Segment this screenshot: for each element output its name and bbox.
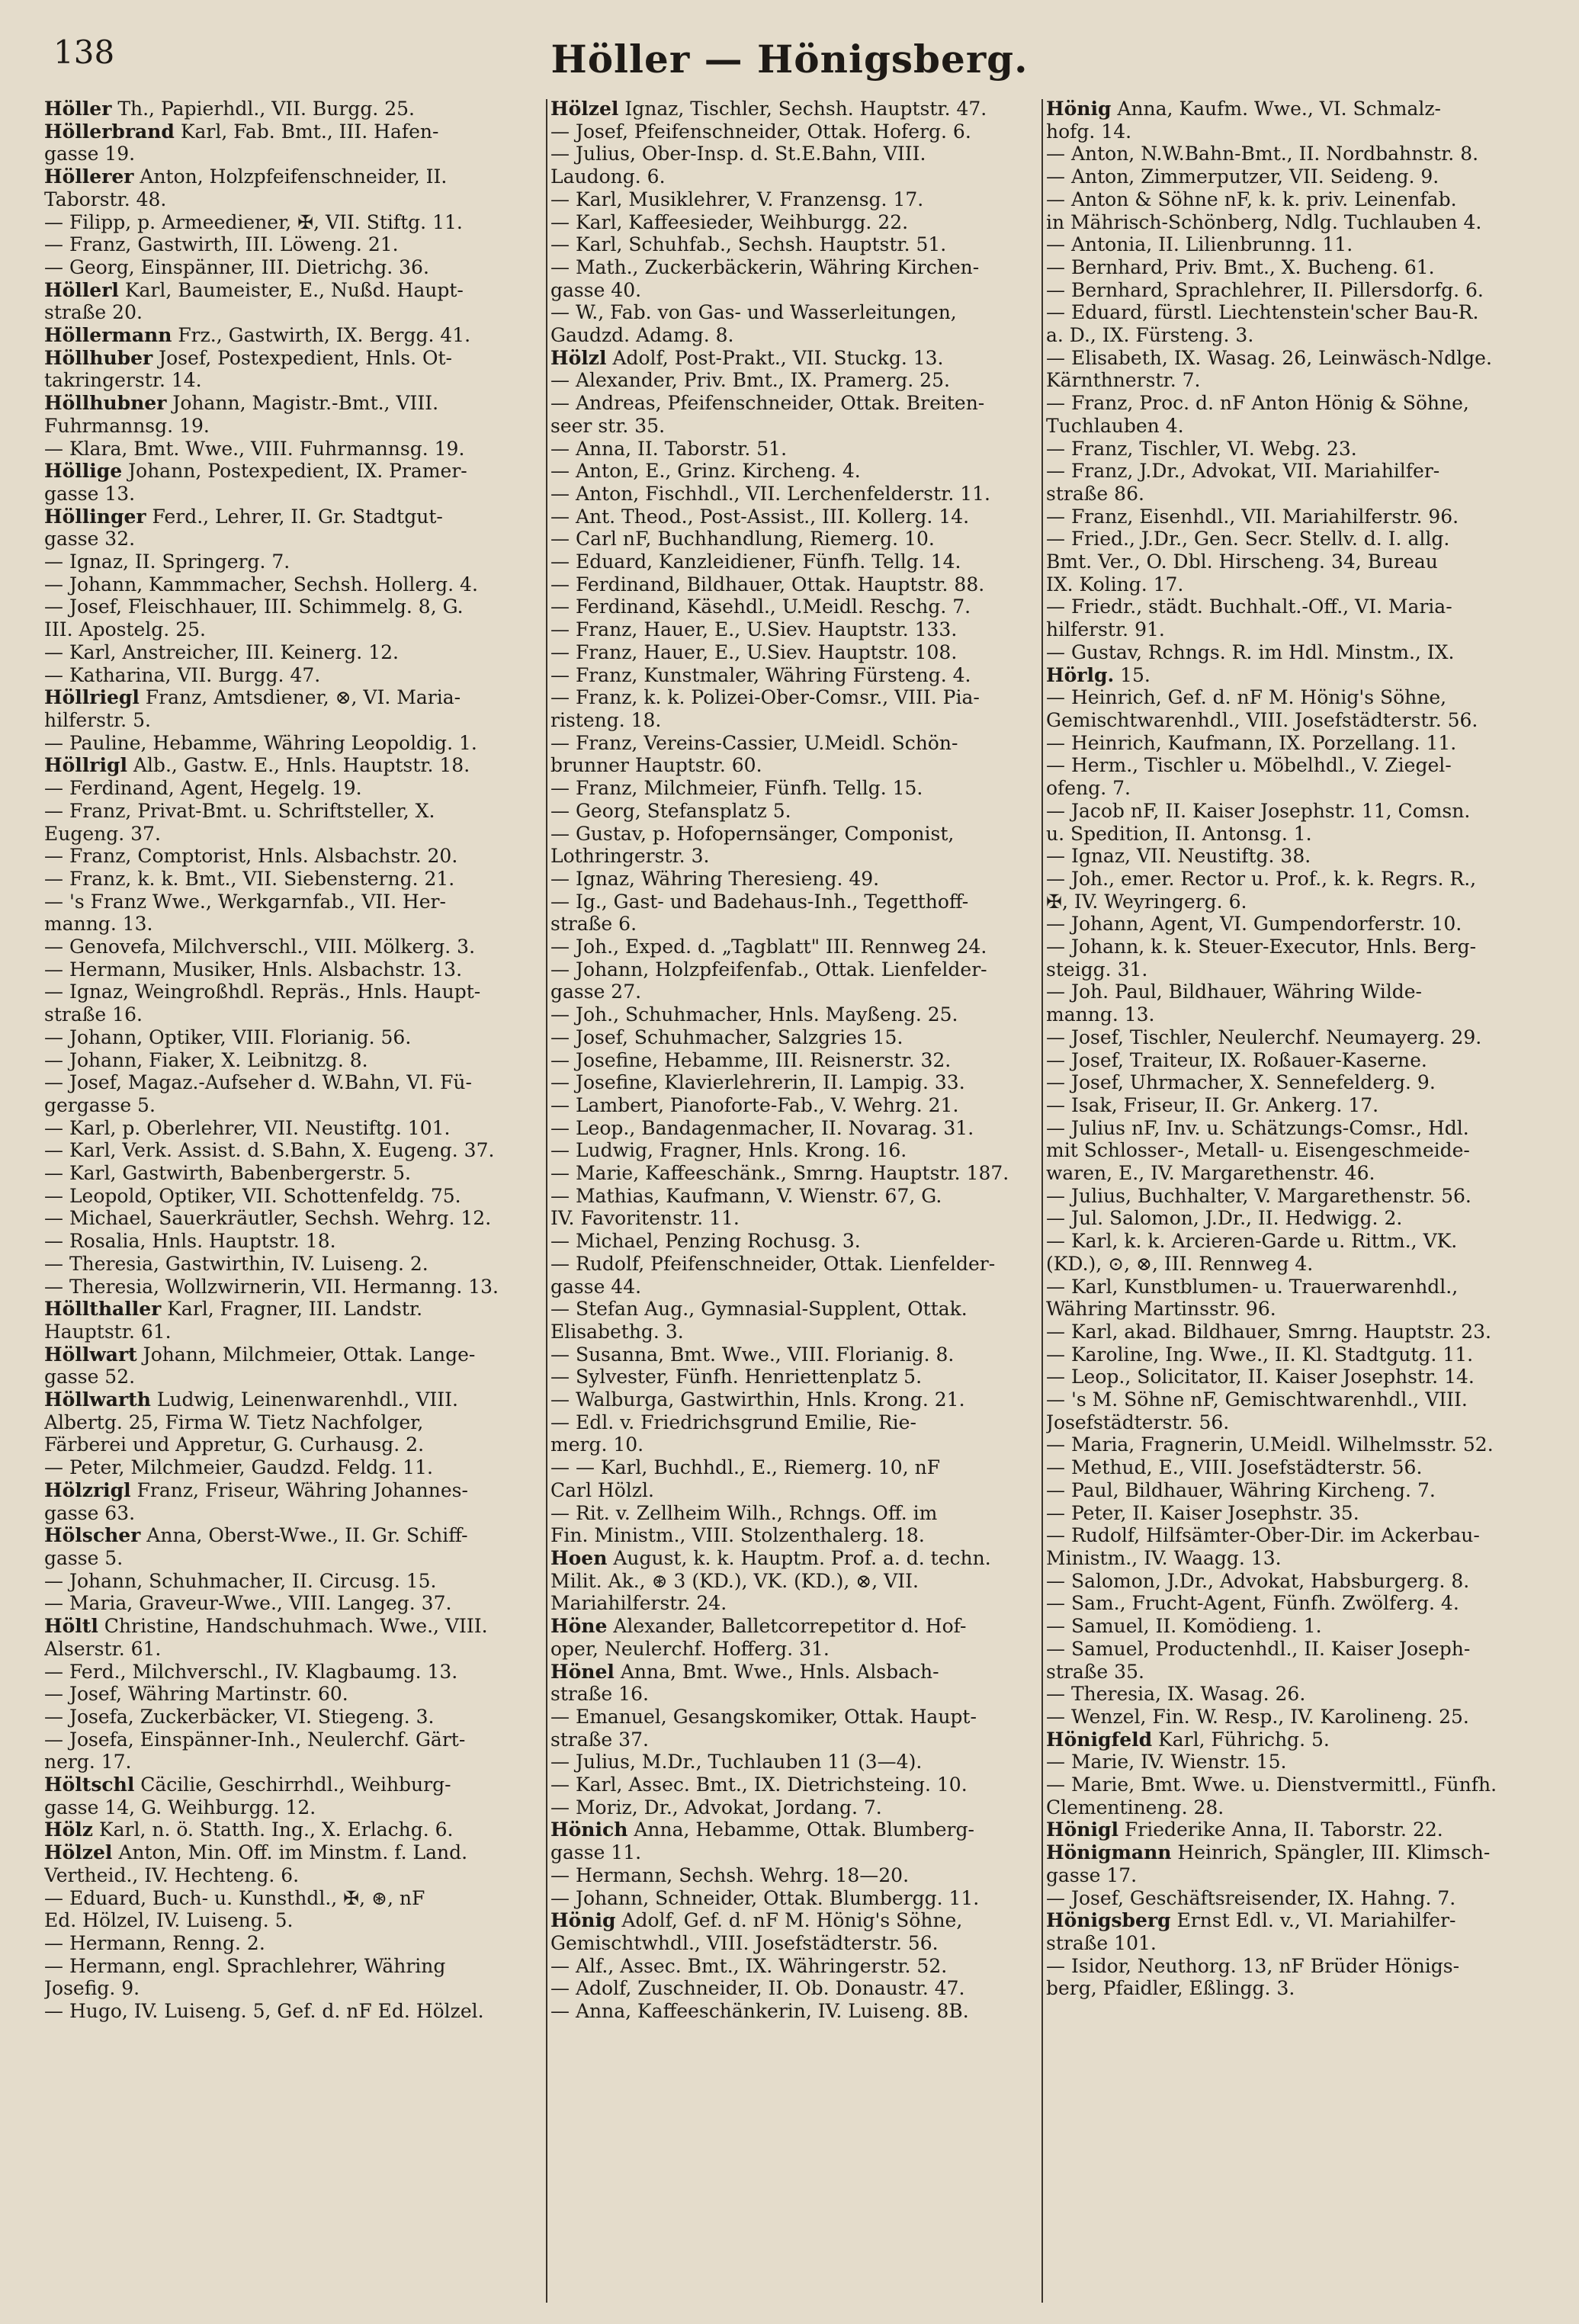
directory-line: — Josef, Schuhmacher, Salzgries 15. [550,1026,903,1048]
surname-headword: Hönigmann [1046,1841,1172,1864]
directory-line: — Franz, Hauer, E., U.Siev. Hauptstr. 108. [550,640,958,663]
directory-line: — Franz, k. k. Polizei-Ober-Comsr., VIII. Pia- [550,686,980,709]
directory-line: — Anton & Söhne nF, k. k. priv. Leinenfab. [1046,188,1457,210]
directory-line: — Jul. Salomon, J.Dr., II. Hedwigg. 2. [1046,1207,1403,1230]
directory-line: Josefstädterstr. 56. [1046,1411,1230,1433]
directory-line: — Josef, Währing Martinstr. 60. [44,1683,348,1706]
directory-line: — Karl, Anstreicher, III. Keinerg. 12. [44,640,399,663]
directory-line: — Eduard, Kanzleidiener, Fünfh. Tellg. 14. [550,551,961,573]
directory-line: Hönig Adolf, Gef. d. nF M. Hönig's Söhne, [550,1909,963,1932]
directory-line: — Johann, Holzpfeifenfab., Ottak. Lienfelder- [550,958,987,981]
directory-line: gasse 19. [44,143,136,165]
directory-line: — Antonia, II. Lilienbrunng. 11. [1046,233,1353,256]
directory-line: — Franz, k. k. Bmt., VII. Siebensterng. 21. [44,867,455,890]
directory-line: Höltl Christine, Handschuhmach. Wwe., VIII. [44,1615,488,1638]
directory-line: — Genovefa, Milchverschl., VIII. Mölkerg. 3. [44,936,476,958]
directory-line: IV. Favoritenstr. 11. [550,1207,740,1230]
column-2 [550,98,1038,2309]
surname-headword: Hönigfeld [1046,1728,1153,1751]
directory-line: — Johann, Kammmacher, Sechsh. Hollerg. 4. [44,573,478,595]
directory-line: mit Schlosser-, Metall- u. Eisengeschmeide- [1046,1139,1470,1162]
directory-line: Mariahilferstr. 24. [550,1592,727,1615]
surname-headword: Hölzel [550,98,619,120]
surname-headword: Hölzrigl [44,1478,131,1501]
directory-line: — Filipp, p. Armeediener, ✠, VII. Stiftg. 11. [44,210,463,233]
directory-line: — Karl, Gastwirth, Babenbergerstr. 5. [44,1162,412,1185]
directory-line: — Karl, Musiklehrer, V. Franzensg. 17. [550,188,924,210]
directory-line: Hönigsberg Ernst Edl. v., VI. Mariahilfer- [1046,1909,1456,1932]
directory-line: — Josef, Magaz.-Aufseher d. W.Bahn, VI. Fü- [44,1071,472,1094]
surname-headword: Höllwart [44,1343,137,1366]
directory-line: gasse 13. [44,482,136,505]
directory-line: — Marie, IV. Wienstr. 15. [1046,1751,1287,1773]
directory-line: Hönel Anna, Bmt. Wwe., Hnls. Alsbach- [550,1660,939,1683]
directory-line: Tuchlauben 4. [1046,414,1184,437]
directory-line: risteng. 18. [550,708,662,731]
directory-line: — Franz, Gastwirth, III. Löweng. 21. [44,233,399,256]
directory-line: — Hermann, engl. Sprachlehrer, Währing [44,1954,446,1977]
directory-line: Hönigmann Heinrich, Spängler, III. Klimsch- [1046,1841,1491,1864]
directory-line: gasse 11. [550,1841,642,1864]
directory-line: — Adolf, Zuschneider, II. Ob. Donaustr. 47. [550,1977,965,2000]
directory-line: — Joh., Exped. d. „Tagblatt" III. Rennweg 24. [550,936,987,958]
directory-line: Währing Martinsstr. 96. [1046,1298,1276,1321]
directory-line: Hölzel Ignaz, Tischler, Sechsh. Hauptstr. 47. [550,98,987,120]
directory-line: — Franz, Milchmeier, Fünfh. Tellg. 15. [550,777,923,800]
surname-headword: Hönigl [1046,1818,1118,1841]
directory-line: Fin. Ministm., VIII. Stolzenthalerg. 18. [550,1524,925,1547]
directory-line: — Josef, Pfeifenschneider, Ottak. Hoferg. 6. [550,120,971,143]
directory-line: — Ludwig, Fragner, Hnls. Krong. 16. [550,1139,907,1162]
directory-line: Kärnthnerstr. 7. [1046,369,1201,392]
surname-headword: Höllwarth [44,1388,151,1411]
directory-line: — Marie, Kaffeeschänk., Smrng. Hauptstr. 187. [550,1162,1009,1185]
directory-line: — Ig., Gast- und Badehaus-Inh., Tegetthoff- [550,890,969,913]
directory-line: hilferstr. 91. [1046,618,1165,641]
directory-line: — Anna, II. Taborstr. 51. [550,437,788,460]
directory-line: — Karl, Verk. Assist. d. S.Bahn, X. Eugeng. 37. [44,1139,495,1162]
directory-line: Höllwarth Ludwig, Leinenwarenhdl., VIII. [44,1388,458,1411]
directory-line: — Georg, Einspänner, III. Dietrichg. 36. [44,255,429,278]
directory-line: gasse 52. [44,1366,136,1388]
surname-headword: Höllerer [44,165,134,188]
directory-line: straße 6. [550,913,637,936]
directory-line: — Sam., Frucht-Agent, Fünfh. Zwölferg. 4. [1046,1592,1459,1615]
directory-line: — Eduard, fürstl. Liechtenstein'scher Bau-R. [1046,301,1479,324]
directory-line: u. Spedition, II. Antonsg. 1. [1046,822,1312,845]
directory-line: Höllerl Karl, Baumeister, E., Nußd. Haupt- [44,278,464,301]
directory-line: Hölzl Adolf, Post-Prakt., VII. Stuckg. 13. [550,346,944,369]
directory-line: — Franz, Proc. d. nF Anton Hönig & Söhne, [1046,392,1469,415]
directory-line: — Julius, Buchhalter, V. Margarethenstr. 56. [1046,1184,1471,1207]
directory-line: waren, E., IV. Margarethenstr. 46. [1046,1162,1375,1185]
directory-line: Höllerer Anton, Holzpfeifenschneider, II. [44,165,448,188]
directory-line: IX. Koling. 17. [1046,573,1184,595]
directory-line: — Leop., Bandagenmacher, II. Novarag. 31. [550,1116,974,1139]
directory-line: — Anna, Kaffeeschänkerin, IV. Luiseng. 8B. [550,2000,969,2023]
directory-line: — Julius, Ober-Insp. d. St.E.Bahn, VIII. [550,143,926,165]
directory-line: III. Apostelg. 25. [44,618,206,641]
directory-line: Hoen August, k. k. Hauptm. Prof. a. d. techn. [550,1547,991,1569]
directory-line: a. D., IX. Fürsteng. 3. [1046,324,1254,347]
directory-line: — Leop., Solicitator, II. Kaiser Josephstr. 14. [1046,1366,1475,1388]
directory-line: Höllinger Ferd., Lehrer, II. Gr. Stadtgut- [44,505,443,528]
directory-line: manng. 13. [1046,1003,1155,1026]
directory-line: — Heinrich, Gef. d. nF M. Hönig's Söhne, [1046,686,1447,709]
directory-line: — Peter, Milchmeier, Gaudzd. Feldg. 11. [44,1456,433,1479]
directory-line: — Sylvester, Fünfh. Henriettenplatz 5. [550,1366,923,1388]
surname-headword: Höllthaller [44,1298,162,1321]
directory-line: — Josefa, Einspänner-Inh., Neulerchf. Gärt- [44,1728,466,1751]
directory-line: — Johann, k. k. Steuer-Executor, Hnls. Berg- [1046,936,1477,958]
directory-line: straße 37. [550,1728,649,1751]
directory-line: Höllige Johann, Postexpedient, IX. Pramer- [44,460,467,483]
directory-line: — Karl, k. k. Arcieren-Garde u. Rittm., VK. [1046,1230,1458,1253]
directory-line: Gemischtwarenhdl., VIII. Josefstädterstr. 56. [1046,708,1478,731]
surname-headword: Hönig [1046,98,1112,120]
directory-line: — Rosalia, Hnls. Hauptstr. 18. [44,1230,336,1253]
directory-line: — Karl, Kaffeesieder, Weihburgg. 22. [550,210,909,233]
directory-line: Höllhuber Josef, Postexpedient, Hnls. Ot- [44,346,452,369]
surname-headword: Hönel [550,1660,615,1683]
directory-line: gasse 44. [550,1275,642,1298]
directory-line: — Ferdinand, Agent, Hegelg. 19. [44,777,362,800]
surname-headword: Höllermann [44,324,172,347]
directory-line: — Carl nF, Buchhandlung, Riemerg. 10. [550,528,935,551]
directory-line: — Marie, Bmt. Wwe. u. Dienstvermittl., Fünfh. [1046,1773,1497,1796]
directory-line: Hönich Anna, Hebamme, Ottak. Blumberg- [550,1818,974,1841]
directory-line: — 's M. Söhne nF, Gemischtwarenhdl., VIII. [1046,1388,1468,1411]
directory-line: gasse 40. [550,278,642,301]
directory-line: — Isidor, Neuthorg. 13, nF Brüder Hönigs- [1046,1954,1460,1977]
directory-line: — Hermann, Sechsh. Wehrg. 18—20. [550,1863,910,1886]
directory-line: — Karl, Assec. Bmt., IX. Dietrichsteing. 10. [550,1773,968,1796]
directory-line: Höllriegl Franz, Amtsdiener, ⊗, VI. Maria- [44,686,461,709]
directory-line: merg. 10. [550,1433,644,1456]
directory-line: — Karl, Kunstblumen- u. Trauerwarenhdl., [1046,1275,1459,1298]
directory-line: straße 86. [1046,482,1144,505]
directory-line: — Franz, J.Dr., Advokat, VII. Mariahilfer- [1046,460,1440,483]
directory-line: straße 35. [1046,1660,1144,1683]
directory-line: manng. 13. [44,913,153,936]
directory-line: — W., Fab. von Gas- und Wasserleitungen, [550,301,957,324]
directory-line: gasse 17. [1046,1863,1138,1886]
directory-line: — Methud, E., VIII. Josefstädterstr. 56. [1046,1456,1423,1479]
directory-line: — Franz, Kunstmaler, Währing Fürsteng. 4. [550,663,971,686]
directory-line: Josefig. 9. [44,1977,140,2000]
directory-line: Gaudzd. Adamg. 8. [550,324,734,347]
directory-line: — Moriz, Dr., Advokat, Jordang. 7. [550,1796,882,1818]
directory-line: — Bernhard, Priv. Bmt., X. Bucheng. 61. [1046,255,1435,278]
directory-line: Ed. Hölzel, IV. Luiseng. 5. [44,1909,294,1932]
directory-line: — Ignaz, VII. Neustiftg. 38. [1046,845,1311,868]
directory-line: — Lambert, Pianoforte-Fab., V. Wehrg. 21. [550,1093,959,1116]
directory-line: Laudong. 6. [550,165,666,188]
directory-line: — Johann, Fiaker, X. Leibnitzg. 8. [44,1048,368,1071]
directory-line: — Alexander, Priv. Bmt., IX. Pramerg. 25. [550,369,950,392]
surname-headword: Höller [44,98,112,120]
directory-line: — Heinrich, Kaufmann, IX. Porzellang. 11. [1046,731,1457,754]
directory-line: — Johann, Schneider, Ottak. Blumbergg. 11. [550,1886,980,1909]
directory-line: — Franz, Hauer, E., U.Siev. Hauptstr. 133. [550,618,958,641]
directory-line: Hölzel Anton, Min. Off. im Minstm. f. Land. [44,1841,468,1864]
directory-line: — Franz, Comptorist, Hnls. Alsbachstr. 20. [44,845,458,868]
directory-line: steigg. 31. [1046,958,1148,981]
directory-line: — Alf., Assec. Bmt., IX. Währingerstr. 52. [550,1954,948,1977]
directory-line: — Josef, Uhrmacher, X. Sennefelderg. 9. [1046,1071,1436,1094]
surname-headword: Hönich [550,1818,628,1841]
column-1 [44,98,547,2309]
directory-line: — Franz, Privat-Bmt. u. Schriftsteller, X. [44,799,435,822]
directory-line: — Elisabeth, IX. Wasag. 26, Leinwäsch-Ndlge. [1046,346,1492,369]
directory-line: Höllermann Frz., Gastwirth, IX. Bergg. 41. [44,324,471,347]
directory-line: seer str. 35. [550,414,666,437]
surname-headword: Höllerbrand [44,120,175,143]
directory-line: — Isak, Friseur, II. Gr. Ankerg. 17. [1046,1093,1379,1116]
directory-line: oper, Neulerchf. Hofferg. 31. [550,1637,830,1660]
directory-line: — Herm., Tischler u. Möbelhdl., V. Ziegel- [1046,754,1452,777]
directory-line: — Maria, Graveur-Wwe., VIII. Langeg. 37. [44,1592,452,1615]
directory-line: — Gustav, Rchngs. R. im Hdl. Minstm., IX. [1046,640,1455,663]
directory-line: — Joh., emer. Rector u. Prof., k. k. Regrs. R., [1046,867,1477,890]
directory-line: Höne Alexander, Balletcorrepetitor d. Hof- [550,1615,967,1638]
directory-line: gasse 63. [44,1501,136,1524]
page-title: Höller — Hönigsberg. [550,37,1029,82]
directory-line: — Salomon, J.Dr., Advokat, Habsburgerg. 8. [1046,1569,1470,1592]
surname-headword: Höltl [44,1615,98,1638]
directory-line: — Franz, Eisenhdl., VII. Mariahilferstr. 96. [1046,505,1459,528]
directory-line: — Bernhard, Sprachlehrer, II. Pillersdorfg. 6. [1046,278,1484,301]
directory-line: Hörlg. 15. [1046,663,1151,686]
surname-headword: Höllhuber [44,346,153,369]
directory-line: ✠, IV. Weyringerg. 6. [1046,890,1247,913]
directory-line: takringerstr. 14. [44,369,202,392]
directory-line: gasse 27. [550,981,642,1003]
directory-line: — Karl, akad. Bildhauer, Smrng. Hauptstr. 23. [1046,1320,1491,1343]
directory-line: — Anton, E., Grinz. Kircheng. 4. [550,460,861,483]
directory-line: Elisabethg. 3. [550,1320,684,1343]
surname-headword: Hönig [550,1909,616,1932]
directory-line: gasse 5. [44,1547,124,1569]
directory-line: — Samuel, II. Komödieng. 1. [1046,1615,1322,1638]
surname-headword: Hölzel [44,1841,113,1864]
directory-line: Clementineng. 28. [1046,1796,1224,1818]
directory-line: — Stefan Aug., Gymnasial-Supplent, Ottak. [550,1298,968,1321]
directory-line: — Katharina, VII. Burgg. 47. [44,663,321,686]
directory-line: — Julius nF, Inv. u. Schätzungs-Comsr., Hdl. [1046,1116,1469,1139]
directory-line: Hönig Anna, Kaufm. Wwe., VI. Schmalz- [1046,98,1441,120]
directory-line: Hölzrigl Franz, Friseur, Währing Johannes- [44,1478,468,1501]
directory-line: Höllthaller Karl, Fragner, III. Landstr. [44,1298,423,1321]
directory-line: — Susanna, Bmt. Wwe., VIII. Florianig. 8. [550,1343,955,1366]
surname-headword: Höllrigl [44,754,127,777]
directory-line: — Emanuel, Gesangskomiker, Ottak. Haupt- [550,1705,977,1728]
directory-line: Hönigfeld Karl, Führichg. 5. [1046,1728,1330,1751]
directory-line: — Johann, Optiker, VIII. Florianig. 56. [44,1026,412,1048]
directory-line: — Karl, Schuhfab., Sechsh. Hauptstr. 51. [550,233,947,256]
column-3 [1046,98,1553,2309]
directory-line: Höllerbrand Karl, Fab. Bmt., III. Hafen- [44,120,439,143]
directory-line: — Jacob nF, II. Kaiser Josephstr. 11, Comsn. [1046,799,1471,822]
directory-line: — Math., Zuckerbäckerin, Währing Kirchen- [550,255,980,278]
surname-headword: Hölz [44,1818,93,1841]
directory-line: — Friedr., städt. Buchhalt.-Off., VI. Maria- [1046,595,1452,618]
directory-line: Carl Hölzl. [550,1478,654,1501]
directory-line: Hölscher Anna, Oberst-Wwe., II. Gr. Schiff- [44,1524,468,1547]
directory-line: — Michael, Sauerkräutler, Sechsh. Wehrg. 12. [44,1207,492,1230]
directory-line: Bmt. Ver., O. Dbl. Hirscheng. 34, Bureau [1046,551,1438,573]
directory-line: — Walburga, Gastwirthin, Hnls. Krong. 21. [550,1388,965,1411]
surname-headword: Hölscher [44,1524,141,1547]
directory-line: — Edl. v. Friedrichsgrund Emilie, Rie- [550,1411,916,1433]
directory-line: nerg. 17. [44,1751,132,1773]
directory-line: — Josef, Traiteur, IX. Roßauer-Kaserne. [1046,1048,1427,1071]
directory-line: — Eduard, Buch- u. Kunsthdl., ✠, ⊛, nF [44,1886,425,1909]
directory-line: — 's Franz Wwe., Werkgarnfab., VII. Her- [44,890,446,913]
directory-line: — Josefa, Zuckerbäcker, VI. Stiegeng. 3. [44,1705,435,1728]
directory-line: Höller Th., Papierhdl., VII. Burgg. 25. [44,98,416,120]
surname-headword: Höllige [44,460,123,483]
directory-line: — Ferdinand, Bildhauer, Ottak. Hauptstr. 88. [550,573,985,595]
directory-line: — Josefine, Klavierlehrerin, II. Lampig. 33. [550,1071,965,1094]
directory-line: — Anton, Fischhdl., VII. Lerchenfelderstr. 11. [550,482,990,505]
directory-line: — Hugo, IV. Luiseng. 5, Gef. d. nF Ed. Hölzel. [44,2000,484,2023]
directory-line: — Maria, Fragnerin, U.Meidl. Wilhelmsstr. 52. [1046,1433,1494,1456]
directory-line: — Karl, p. Oberlehrer, VII. Neustiftg. 101. [44,1116,451,1139]
directory-line: — Johann, Schuhmacher, II. Circusg. 15. [44,1569,437,1592]
directory-line: (KD.), ⊙, ⊗, III. Rennweg 4. [1046,1252,1314,1275]
directory-line: — Josef, Tischler, Neulerchf. Neumayerg. 29. [1046,1026,1482,1048]
directory-line: — Joh., Schuhmacher, Hnls. Mayßeng. 25. [550,1003,958,1026]
directory-line: — Ferdinand, Käsehdl., U.Meidl. Reschg. 7. [550,595,971,618]
directory-line: — Anton, N.W.Bahn-Bmt., II. Nordbahnstr. 8. [1046,143,1479,165]
directory-line: Albertg. 25, Firma W. Tietz Nachfolger, [44,1411,424,1433]
directory-line: — Ignaz, Weingroßhdl. Repräs., Hnls. Haupt- [44,981,481,1003]
directory-line: — Fried., J.Dr., Gen. Secr. Stellv. d. I. allg. [1046,528,1450,551]
directory-line: Lothringerstr. 3. [550,845,710,868]
directory-line: hilferstr. 5. [44,708,151,731]
directory-line: — Wenzel, Fin. W. Resp., IV. Karolineng. 25. [1046,1705,1469,1728]
directory-line: — Karoline, Ing. Wwe., II. Kl. Stadtgutg. 11. [1046,1343,1474,1366]
directory-line: — Samuel, Productenhdl., II. Kaiser Joseph- [1046,1637,1471,1660]
directory-line: Fuhrmannsg. 19. [44,414,210,437]
directory-line: — Peter, II. Kaiser Josephstr. 35. [1046,1501,1359,1524]
directory-line: — Pauline, Hebamme, Währing Leopoldig. 1. [44,731,477,754]
directory-line: — Josef, Geschäftsreisender, IX. Hahng. 7. [1046,1886,1456,1909]
directory-line: — Hermann, Renng. 2. [44,1931,265,1954]
directory-line: Gemischtwhdl., VIII. Josefstädterstr. 56. [550,1931,939,1954]
page-number: 138 [53,34,115,71]
directory-line: — Andreas, Pfeifenschneider, Ottak. Breiten- [550,392,985,415]
directory-line: — Mathias, Kaufmann, V. Wienstr. 67, G. [550,1184,942,1207]
surname-headword: Höllriegl [44,686,140,709]
directory-line: — Johann, Agent, VI. Gumpendorferstr. 10. [1046,913,1462,936]
surname-headword: Höne [550,1615,608,1638]
directory-line: straße 20. [44,301,143,324]
directory-line: — Theresia, Wollzwirnerin, VII. Hermanng. 13. [44,1275,499,1298]
directory-line: hofg. 14. [1046,120,1132,143]
directory-line: gasse 14, G. Weihburgg. 12. [44,1796,316,1818]
directory-line: Höllhubner Johann, Magistr.-Bmt., VIII. [44,392,439,415]
directory-line: brunner Hauptstr. 60. [550,754,762,777]
directory-line: — Theresia, Gastwirthin, IV. Luiseng. 2. [44,1252,428,1275]
directory-line: — Ignaz, Währing Theresieng. 49. [550,867,880,890]
directory-line: Eugeng. 37. [44,822,161,845]
directory-line: — Theresia, IX. Wasag. 26. [1046,1683,1306,1706]
surname-headword: Hörlg. [1046,663,1115,686]
directory-line: Alserstr. 61. [44,1637,162,1660]
surname-headword: Höllerl [44,278,119,301]
directory-line: straße 101. [1046,1931,1157,1954]
directory-line: gasse 32. [44,528,136,551]
surname-headword: Höllinger [44,505,146,528]
directory-line: berg, Pfaidler, Eßlingg. 3. [1046,1977,1295,2000]
directory-line: Höltschl Cäcilie, Geschirrhdl., Weihburg- [44,1773,451,1796]
directory-line: — Ant. Theod., Post-Assist., III. Kollerg. 14. [550,505,970,528]
directory-line: — Franz, Vereins-Cassier, U.Meidl. Schön- [550,731,958,754]
directory-line: — — Karl, Buchhdl., E., Riemerg. 10, nF [550,1456,941,1479]
directory-line: — Michael, Penzing Rochusg. 3. [550,1230,861,1253]
directory-line: Höllwart Johann, Milchmeier, Ottak. Lange- [44,1343,476,1366]
directory-line: — Julius, M.Dr., Tuchlauben 11 (3—4). [550,1751,923,1773]
directory-line: — Josef, Fleischhauer, III. Schimmelg. 8, G. [44,595,464,618]
directory-line: — Rit. v. Zellheim Wilh., Rchngs. Off. im [550,1501,938,1524]
directory-line: — Georg, Stefansplatz 5. [550,799,791,822]
directory-line: Färberei und Appretur, G. Curhausg. 2. [44,1433,425,1456]
directory-line: Hölz Karl, n. ö. Statth. Ing., X. Erlachg. 6. [44,1818,454,1841]
directory-line: straße 16. [44,1003,143,1026]
directory-line: Taborstr. 48. [44,188,167,210]
directory-line: gergasse 5. [44,1093,156,1116]
directory-line: Höllrigl Alb., Gastw. E., Hnls. Hauptstr. 18. [44,754,470,777]
directory-line: Milit. Ak., ⊛ 3 (KD.), VK. (KD.), ⊗, VII. [550,1569,919,1592]
directory-line: Vertheid., IV. Hechteng. 6. [44,1863,300,1886]
directory-line: — Hermann, Musiker, Hnls. Alsbachstr. 13. [44,958,463,981]
directory-line: — Gustav, p. Hofopernsänger, Componist, [550,822,955,845]
directory-line: Hönigl Friederike Anna, II. Taborstr. 22. [1046,1818,1443,1841]
directory-line: — Joh. Paul, Bildhauer, Währing Wilde- [1046,981,1422,1003]
directory-line: — Rudolf, Pfeifenschneider, Ottak. Lienfelder- [550,1252,996,1275]
surname-headword: Höllhubner [44,392,167,415]
directory-line: — Franz, Tischler, VI. Webg. 23. [1046,437,1357,460]
surname-headword: Hölzl [550,346,607,369]
directory-line: Ministm., IV. Waagg. 13. [1046,1547,1282,1569]
directory-line: — Ferd., Milchverschl., IV. Klagbaumg. 13. [44,1660,458,1683]
directory-line: straße 16. [550,1683,649,1706]
directory-line: — Josefine, Hebamme, III. Reisnerstr. 32. [550,1048,952,1071]
surname-headword: Hönigsberg [1046,1909,1171,1932]
directory-line: — Anton, Zimmerputzer, VII. Seideng. 9. [1046,165,1439,188]
surname-headword: Höltschl [44,1773,135,1796]
directory-line: — Klara, Bmt. Wwe., VIII. Fuhrmannsg. 19. [44,437,465,460]
surname-headword: Hoen [550,1547,608,1569]
directory-line: Hauptstr. 61. [44,1320,172,1343]
directory-line: in Mährisch-Schönberg, Ndlg. Tuchlauben 4. [1046,210,1482,233]
directory-line: ofeng. 7. [1046,777,1131,800]
directory-line: — Paul, Bildhauer, Währing Kircheng. 7. [1046,1478,1436,1501]
directory-line: — Rudolf, Hilfsämter-Ober-Dir. im Ackerbau- [1046,1524,1480,1547]
directory-line: — Ignaz, II. Springerg. 7. [44,551,290,573]
directory-line: — Leopold, Optiker, VII. Schottenfeldg. 75. [44,1184,461,1207]
column-divider [1041,99,1043,2303]
